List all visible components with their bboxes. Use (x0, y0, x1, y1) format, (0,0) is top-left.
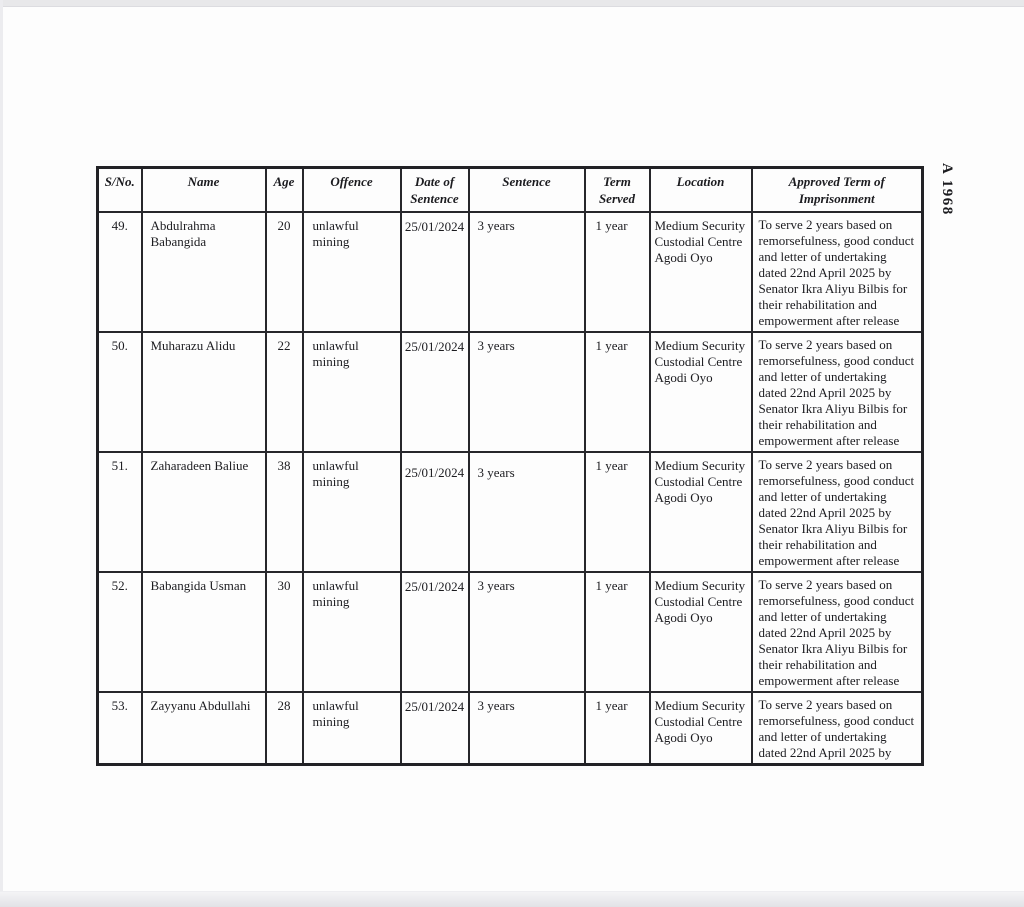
cell-location: Medium Security Custodial Centre Agodi Oyo (650, 452, 752, 572)
table-row-49 (98, 212, 923, 332)
cell-sentence: 3 years (469, 572, 585, 692)
header-name: Name (142, 168, 266, 212)
header-approved-term: Approved Term of Imprisonment (752, 168, 923, 212)
cell-date-of-sentence: 25/01/2024 (401, 692, 469, 765)
cell-name: Babangida Usman (142, 572, 266, 692)
cell-sno: 53. (98, 692, 142, 765)
cell-offence: unlawful mining (303, 452, 401, 572)
cell-name: Muharazu Alidu (142, 332, 266, 452)
table-row-52 (98, 572, 923, 692)
cell-age: 22 (266, 332, 303, 452)
cell-location: Medium Security Custodial Centre Agodi Oyo (650, 212, 752, 332)
cell-offence: unlawful mining (303, 572, 401, 692)
header-location: Location (650, 168, 752, 212)
cell-location: Medium Security Custodial Centre Agodi Oyo (650, 692, 752, 765)
cell-approved-term: To serve 2 years based on remorsefulness, good conduct and letter of undertaking dated 22nd April 2025 by Senator Ikra Aliyu Bilbis for their rehabilitation and empowerment after release (752, 452, 923, 572)
cell-approved-term: To serve 2 years based on remorsefulness, good conduct and letter of undertaking dated 22nd April 2025 by Senator Ikra Aliyu Bilbis for their rehabilitation and empowerment after release (752, 212, 923, 332)
cell-age: 38 (266, 452, 303, 572)
cell-approved-term: To serve 2 years based on remorsefulness, good conduct and letter of undertaking dated 22nd April 2025 by Senator Ikra Aliyu Bilbis for their rehabilitation and empowerment after release (752, 332, 923, 452)
header-sno: S/No. (98, 168, 142, 212)
cell-sentence: 3 years (469, 452, 585, 572)
cell-location: Medium Security Custodial Centre Agodi Oyo (650, 572, 752, 692)
cell-date-of-sentence: 25/01/2024 (401, 572, 469, 692)
cell-location: Medium Security Custodial Centre Agodi Oyo (650, 332, 752, 452)
cell-term-served: 1 year (585, 332, 650, 452)
cell-term-served: 1 year (585, 452, 650, 572)
scan-edge-left (0, 0, 3, 907)
cell-sentence: 3 years (469, 692, 585, 765)
cell-offence: unlawful mining (303, 212, 401, 332)
cell-approved-term: To serve 2 years based on remorsefulness, good conduct and letter of undertaking dated 22nd April 2025 by (752, 692, 923, 765)
header-age: Age (266, 168, 303, 212)
table-row-53 (98, 692, 923, 765)
cell-age: 20 (266, 212, 303, 332)
cell-offence: unlawful mining (303, 332, 401, 452)
header-offence: Offence (303, 168, 401, 212)
scan-edge-bottom (0, 891, 1024, 907)
table-header-row (98, 168, 923, 212)
cell-age: 28 (266, 692, 303, 765)
cell-date-of-sentence: 25/01/2024 (401, 332, 469, 452)
cell-sentence: 3 years (469, 212, 585, 332)
cell-sno: 52. (98, 572, 142, 692)
page-folio-number: A 1968 (939, 163, 955, 216)
cell-name: Zayyanu Abdullahi (142, 692, 266, 765)
cell-date-of-sentence: 25/01/2024 (401, 452, 469, 572)
cell-approved-term: To serve 2 years based on remorsefulness, good conduct and letter of undertaking dated 22nd April 2025 by Senator Ikra Aliyu Bilbis for their rehabilitation and empowerment after release (752, 572, 923, 692)
cell-date-of-sentence: 25/01/2024 (401, 212, 469, 332)
header-date-of-sentence: Date of Sentence (401, 168, 469, 212)
cell-term-served: 1 year (585, 212, 650, 332)
cell-name: Abdulrahma Babangida (142, 212, 266, 332)
cell-sno: 50. (98, 332, 142, 452)
scan-edge-top (0, 0, 1024, 7)
cell-sno: 49. (98, 212, 142, 332)
cell-term-served: 1 year (585, 692, 650, 765)
cell-name: Zaharadeen Baliue (142, 452, 266, 572)
table-row-50 (98, 332, 923, 452)
table-row-51 (98, 452, 923, 572)
header-term-served: Term Served (585, 168, 650, 212)
cell-term-served: 1 year (585, 572, 650, 692)
cell-age: 30 (266, 572, 303, 692)
cell-offence: unlawful mining (303, 692, 401, 765)
cell-sno: 51. (98, 452, 142, 572)
header-sentence: Sentence (469, 168, 585, 212)
prisoner-sentence-table (96, 166, 924, 766)
cell-sentence: 3 years (469, 332, 585, 452)
